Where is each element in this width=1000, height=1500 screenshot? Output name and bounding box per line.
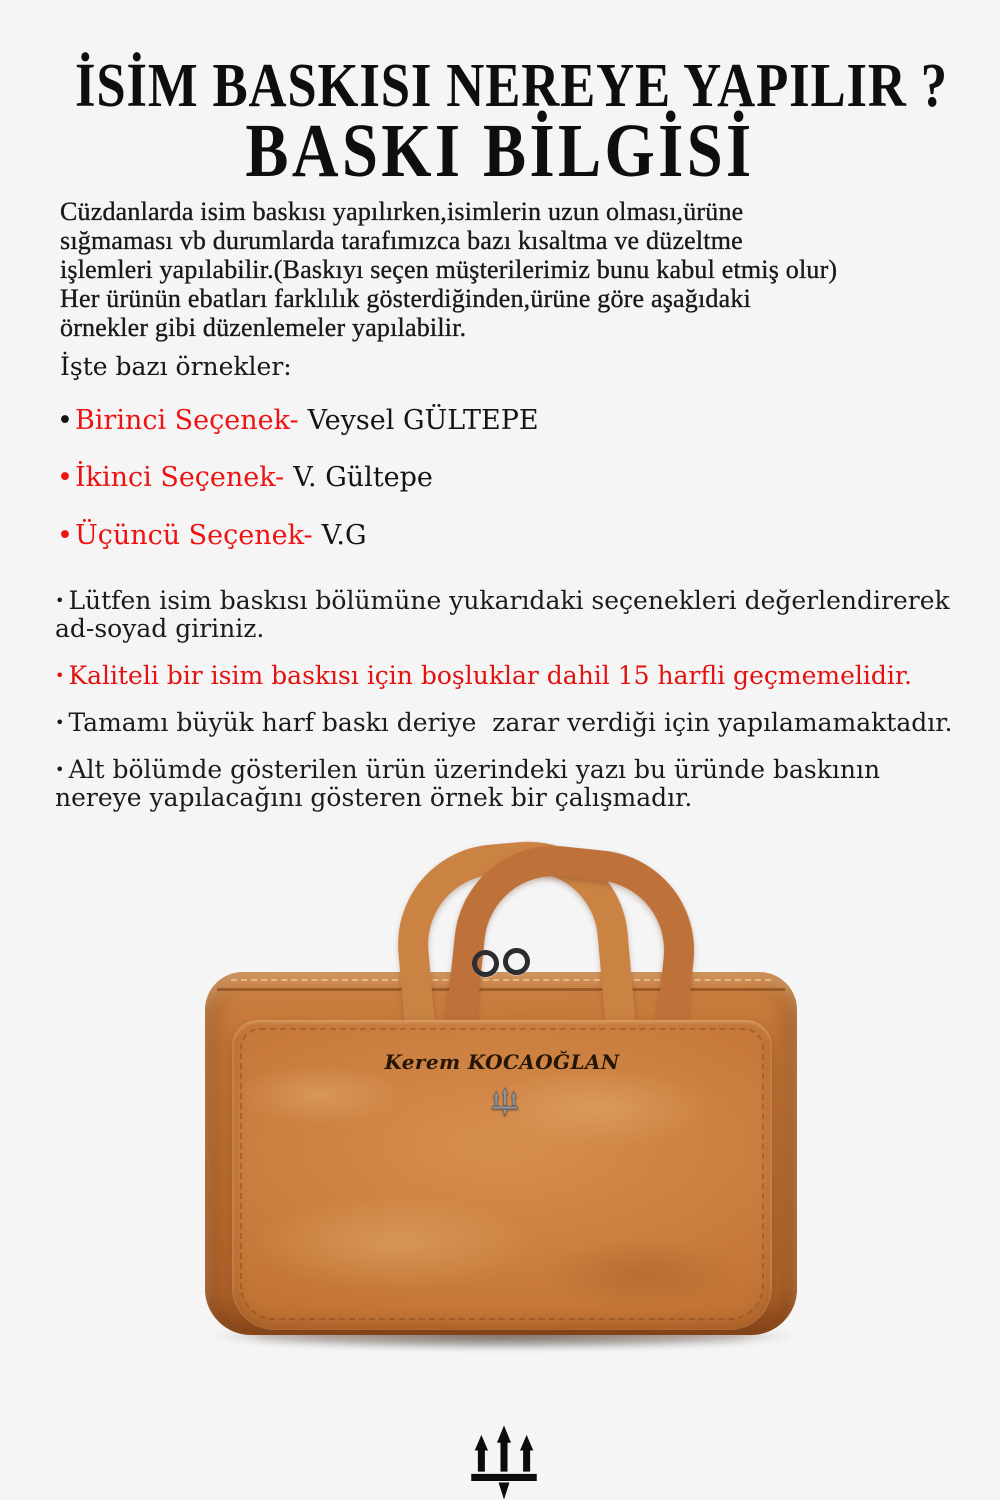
printed-name: Kerem KOCAOĞLAN [384,1050,620,1074]
product-photo [0,810,1000,1400]
option-value: Veysel GÜLTEPE [307,405,539,436]
bullet-icon: • [55,591,65,610]
note-character-limit [55,662,965,690]
bullet-icon: • [57,462,73,493]
intro-line: örnekler gibi düzenlemeler yapılabilir. [60,313,467,342]
bullet-icon: • [55,713,65,732]
bullet-icon: • [57,520,73,551]
brand-logo-trident-icon [462,1424,546,1500]
example-option-2 [57,462,433,494]
option-value: V.G [321,520,367,551]
option-value: V. Gültepe [293,462,433,493]
example-option-1 [57,405,539,437]
note-text: Kaliteli bir isim baskısı için boşluklar dahil 15 harfli geçmemelidir. [68,661,913,690]
intro-line: işlemleri yapılabilir.(Baskıyı seçen müşterilerimiz bunu kabul etmiş olur) [60,255,838,284]
intro-line: sığmaması vb durumlarda tarafımızca bazı kısaltma ve düzeltme [60,226,743,255]
bullet-icon: • [55,666,65,685]
intro-line: Cüzdanlarda isim baskısı yapılırken,isimlerin uzun olması,ürüne [60,197,744,226]
note-text: nereye yapılacağını gösteren örnek bir çalışmadır. [55,783,693,812]
bullet-icon: • [57,405,73,436]
note-text: Lütfen isim baskısı bölümüne yukarıdaki seçenekleri değerlendirerek [68,586,950,615]
bullet-icon: • [55,760,65,779]
page-title: İSİM BASKISI NEREYE YAPILIR ? [75,52,948,120]
note-uppercase-warning [55,709,965,737]
intro-line: Her ürünün ebatları farklılık gösterdiğinden,ürüne göre aşağıdaki [60,284,751,313]
intro-paragraph [60,197,960,342]
option-label: Birinci Seçenek- [74,405,299,436]
option-label: Üçüncü Seçenek- [74,520,313,551]
note-enter-name [55,587,965,643]
examples-heading: İşte bazı örnekler: [60,352,292,381]
note-sample-disclaimer [55,756,965,812]
note-text: ad-soyad giriniz. [55,614,265,643]
example-option-3 [57,520,367,552]
page-subtitle: BASKI BİLGİSİ [245,109,755,193]
note-text: Tamamı büyük harf baskı deriye zarar verdiği için yapılamamaktadır. [68,708,953,737]
note-text: Alt bölümde gösterilen ürün üzerindeki yazı bu üründe baskının [68,755,881,784]
bag-front-pocket [232,1020,772,1330]
option-label: İkinci Seçenek- [74,462,285,493]
trident-emblem-icon [490,1086,520,1118]
